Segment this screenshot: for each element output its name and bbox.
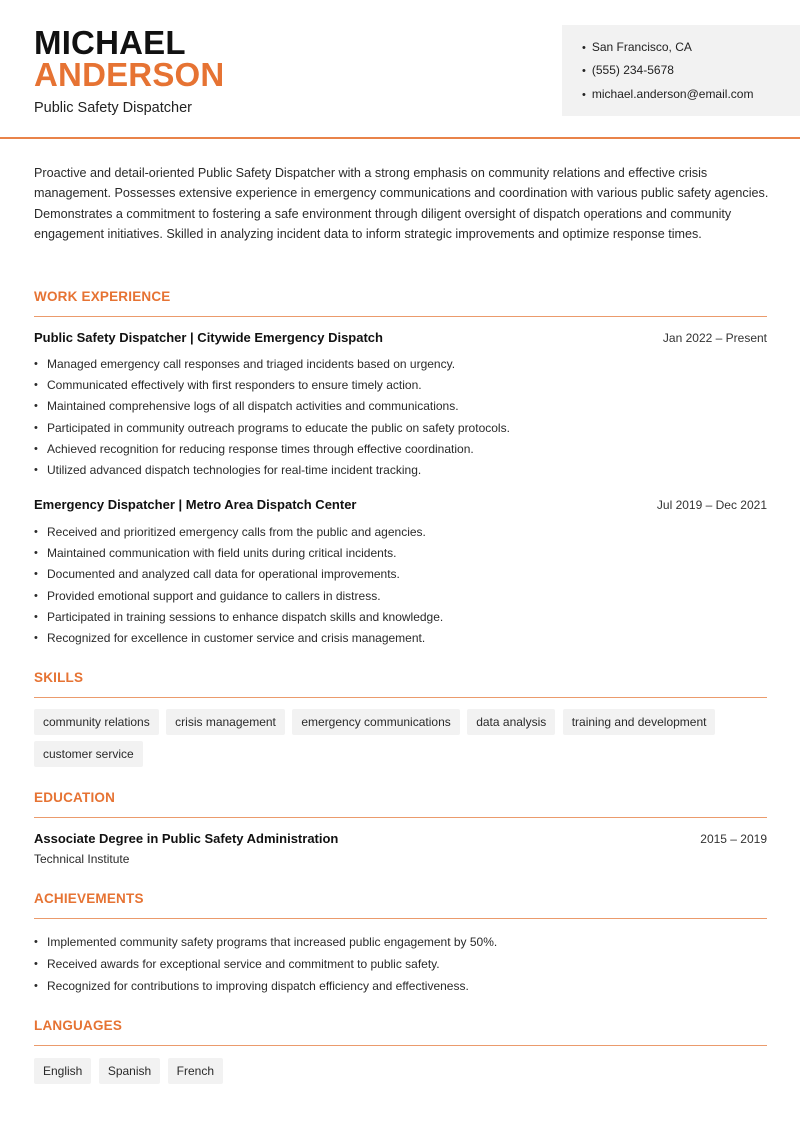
list-item: • Recognized for excellence in customer service and crisis management. [34,630,443,651]
list-item: • Maintained communication with field units during critical incidents. [34,545,443,566]
list-item: • Provided emotional support and guidance to callers in distress. [34,588,443,609]
contact-phone: • (555) 234-5678 [582,63,674,77]
education-degree: Associate Degree in Public Safety Administration [34,831,339,846]
list-item: • Recognized for contributions to improving dispatch efficiency and effectiveness. [34,978,497,1000]
list-item: • Achieved recognition for reducing response times through effective coordination. [34,441,510,462]
list-item: • Documented and analyzed call data for operational improvements. [34,566,443,587]
skill-chip: emergency communications [292,709,459,735]
skill-chip: community relations [34,709,159,735]
skill-chip: customer service [34,741,143,767]
list-item: • Utilized advanced dispatch technologies for real-time incident tracking. [34,462,510,483]
section-heading-education [34,790,767,818]
language-chip: English [34,1058,91,1084]
skill-chip: crisis management [166,709,285,735]
education-school: Technical Institute [34,852,130,866]
contact-email: • michael.anderson@email.com [582,87,753,101]
first-name: MICHAEL [34,24,186,61]
job-2-bullets [34,524,443,651]
section-heading-languages [34,1018,767,1046]
list-item: • Maintained comprehensive logs of all dispatch activities and communications. [34,398,510,419]
contact-box [562,25,800,116]
languages-list [34,1058,774,1090]
skills-list [34,709,774,773]
job-1-dates: Jan 2022 – Present [662,331,767,345]
list-item: • Received and prioritized emergency calls from the public and agencies. [34,524,443,545]
section-title-skills: SKILLS [34,670,84,685]
list-item: • Communicated effectively with first responders to ensure timely action. [34,377,510,398]
list-item: • Implemented community safety programs that increased public engagement by 50%. [34,934,497,956]
section-heading-work [34,289,767,317]
last-name: ANDERSON [34,56,225,93]
achievements-list [34,934,497,1000]
list-item: • Managed emergency call responses and triaged incidents based on urgency. [34,356,510,377]
resume-header [0,0,800,139]
section-heading-skills [34,670,767,698]
section-title-achievements: ACHIEVEMENTS [34,891,144,906]
list-item: • Received awards for exceptional service and commitment to public safety. [34,956,497,978]
job-1-bullets [34,356,510,483]
job-1-title: Public Safety Dispatcher | Citywide Emergency Dispatch [34,330,383,345]
section-heading-achievements [34,891,767,919]
education-dates: 2015 – 2019 [700,832,767,846]
skill-chip: training and development [563,709,716,735]
language-chip: French [168,1058,223,1084]
job-2-dates: Jul 2019 – Dec 2021 [656,498,767,512]
section-title-education: EDUCATION [34,790,116,805]
job-title: Public Safety Dispatcher [34,100,192,116]
professional-summary: Proactive and detail-oriented Public Safety Dispatcher with a strong emphasis on community relations and effective crisis management. Possesses extensive experience in emergency communications and coordination with various public safety agencies. Demonstrates a commitment to fostering a safe environment through diligent oversight of dispatch operations and community engagement initiatives. Skilled in analyzing incident data to inform strategic improvements and optimize response times. [34,166,769,242]
language-chip: Spanish [99,1058,160,1084]
list-item: • Participated in community outreach programs to educate the public on safety protocols. [34,420,510,441]
list-item: • Participated in training sessions to enhance dispatch skills and knowledge. [34,609,443,630]
contact-location: • San Francisco, CA [582,40,692,54]
section-title-languages: LANGUAGES [34,1018,123,1033]
skill-chip: data analysis [467,709,555,735]
job-2-title: Emergency Dispatcher | Metro Area Dispatch Center [34,497,357,512]
section-title-work: WORK EXPERIENCE [34,289,171,304]
